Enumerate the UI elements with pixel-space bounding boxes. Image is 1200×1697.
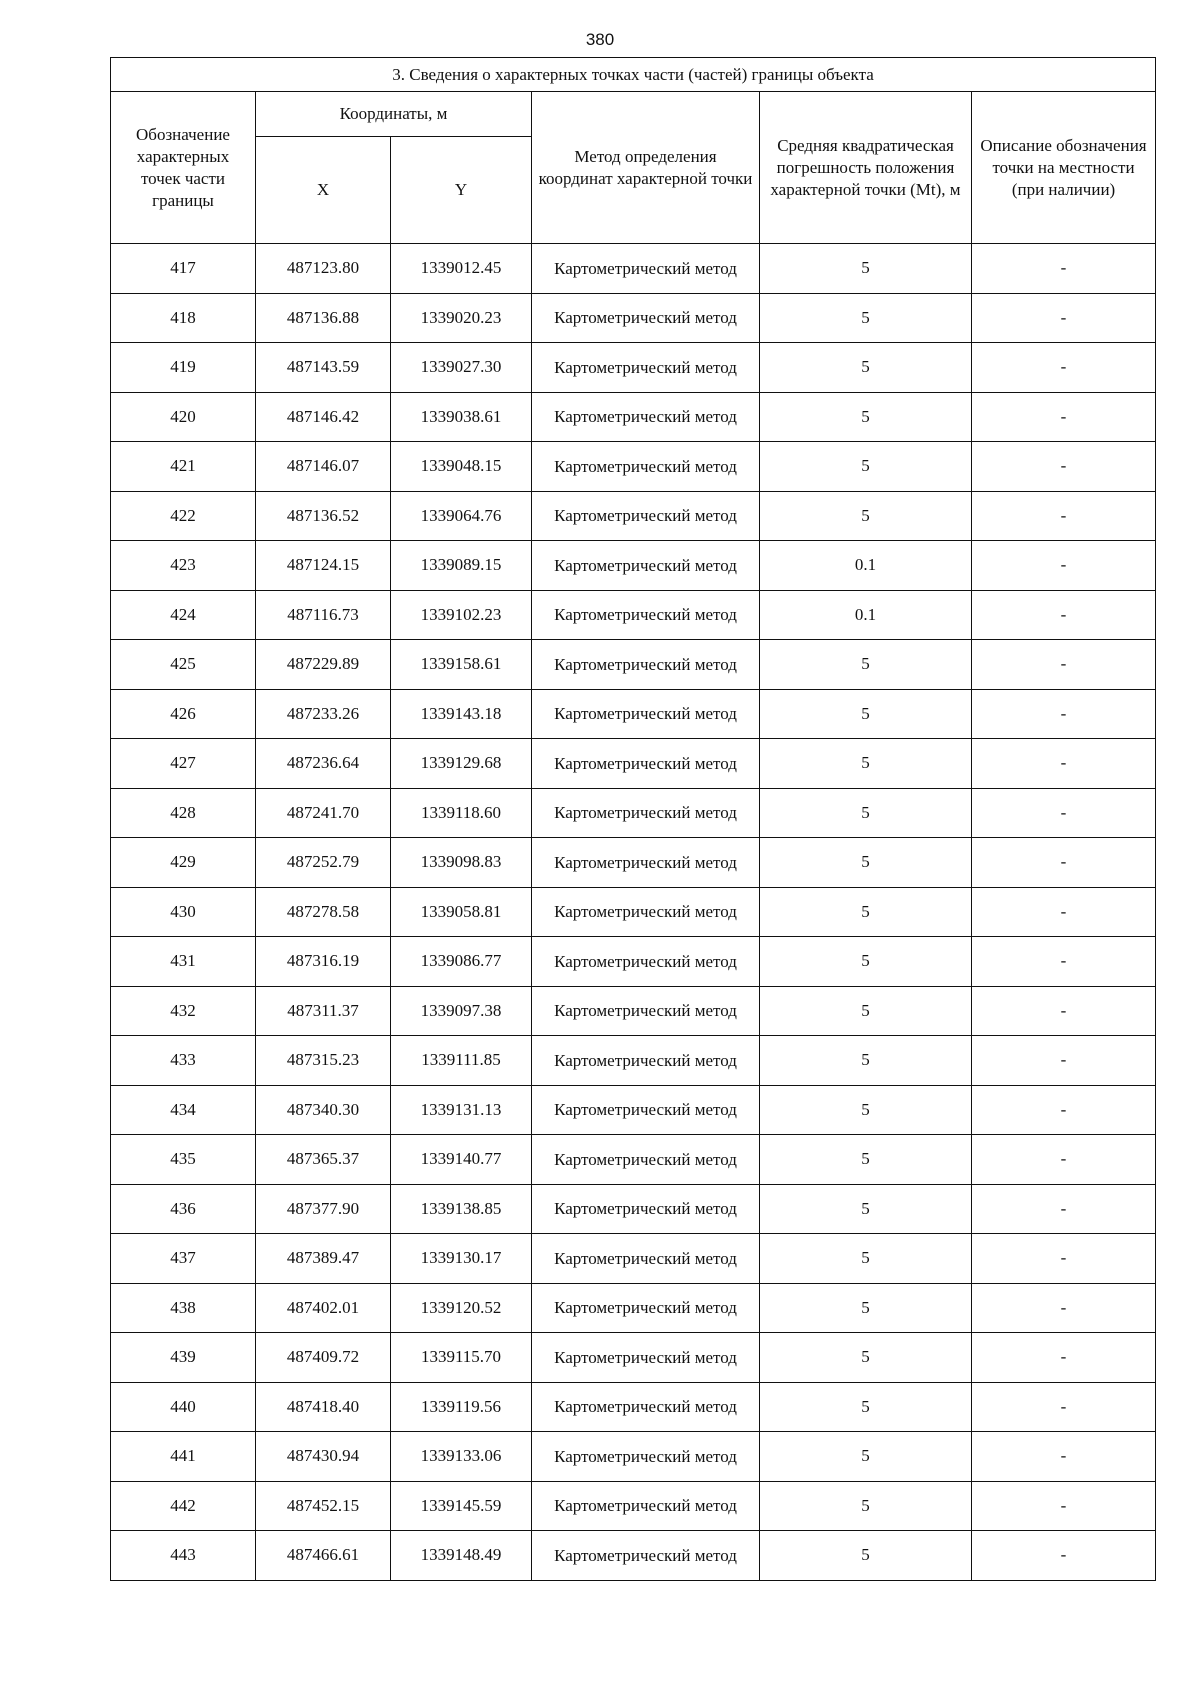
cell-method: Картометрический метод	[532, 640, 760, 690]
cell-x: 487452.15	[256, 1481, 391, 1531]
cell-point-id: 422	[111, 491, 256, 541]
cell-point-id: 435	[111, 1135, 256, 1185]
cell-y: 1339048.15	[391, 442, 532, 492]
cell-y: 1339131.13	[391, 1085, 532, 1135]
cell-description: -	[972, 1481, 1156, 1531]
cell-point-id: 433	[111, 1036, 256, 1086]
cell-method: Картометрический метод	[532, 1481, 760, 1531]
table-row	[111, 244, 1156, 294]
cell-y: 1339133.06	[391, 1432, 532, 1482]
cell-description: -	[972, 689, 1156, 739]
cell-method: Картометрический метод	[532, 293, 760, 343]
cell-method: Картометрический метод	[532, 392, 760, 442]
cell-point-id: 436	[111, 1184, 256, 1234]
page-number: 380	[585, 30, 615, 49]
cell-error: 5	[760, 838, 972, 888]
cell-error: 5	[760, 442, 972, 492]
cell-y: 1339038.61	[391, 392, 532, 442]
cell-error: 5	[760, 1184, 972, 1234]
header-y: Y	[391, 137, 532, 244]
cell-description: -	[972, 1432, 1156, 1482]
table-row	[111, 590, 1156, 640]
cell-description: -	[972, 541, 1156, 591]
cell-y: 1339111.85	[391, 1036, 532, 1086]
cell-error: 5	[760, 1135, 972, 1185]
cell-y: 1339097.38	[391, 986, 532, 1036]
cell-point-id: 434	[111, 1085, 256, 1135]
cell-description: -	[972, 491, 1156, 541]
cell-method: Картометрический метод	[532, 887, 760, 937]
cell-description: -	[972, 244, 1156, 294]
header-x: X	[256, 137, 391, 244]
cell-x: 487123.80	[256, 244, 391, 294]
table-row	[111, 343, 1156, 393]
cell-description: -	[972, 1234, 1156, 1284]
cell-method: Картометрический метод	[532, 739, 760, 789]
cell-method: Картометрический метод	[532, 689, 760, 739]
cell-point-id: 439	[111, 1333, 256, 1383]
cell-description: -	[972, 1382, 1156, 1432]
cell-error: 5	[760, 392, 972, 442]
cell-method: Картометрический метод	[532, 343, 760, 393]
cell-error: 5	[760, 689, 972, 739]
cell-x: 487236.64	[256, 739, 391, 789]
cell-x: 487365.37	[256, 1135, 391, 1185]
header-method: Метод определения координат характерной точки	[532, 92, 760, 244]
cell-y: 1339129.68	[391, 739, 532, 789]
header-error: Средняя квадратическая погрешность положения характерной точки (Mt), м	[760, 92, 972, 244]
cell-error: 5	[760, 1432, 972, 1482]
cell-x: 487402.01	[256, 1283, 391, 1333]
cell-description: -	[972, 838, 1156, 888]
cell-x: 487389.47	[256, 1234, 391, 1284]
cell-x: 487143.59	[256, 343, 391, 393]
table-row	[111, 1531, 1156, 1581]
table-row	[111, 739, 1156, 789]
cell-error: 5	[760, 293, 972, 343]
cell-y: 1339086.77	[391, 937, 532, 987]
cell-method: Картометрический метод	[532, 838, 760, 888]
cell-x: 487430.94	[256, 1432, 391, 1482]
table-row	[111, 986, 1156, 1036]
cell-x: 487409.72	[256, 1333, 391, 1383]
cell-y: 1339115.70	[391, 1333, 532, 1383]
cell-method: Картометрический метод	[532, 442, 760, 492]
cell-method: Картометрический метод	[532, 937, 760, 987]
cell-error: 5	[760, 1283, 972, 1333]
cell-y: 1339098.83	[391, 838, 532, 888]
cell-error: 5	[760, 739, 972, 789]
table-row	[111, 1135, 1156, 1185]
cell-error: 5	[760, 343, 972, 393]
cell-point-id: 431	[111, 937, 256, 987]
cell-point-id: 438	[111, 1283, 256, 1333]
cell-y: 1339064.76	[391, 491, 532, 541]
cell-description: -	[972, 1085, 1156, 1135]
cell-description: -	[972, 986, 1156, 1036]
cell-description: -	[972, 937, 1156, 987]
cell-description: -	[972, 1036, 1156, 1086]
cell-x: 487316.19	[256, 937, 391, 987]
table-row	[111, 689, 1156, 739]
table-row	[111, 442, 1156, 492]
cell-x: 487466.61	[256, 1531, 391, 1581]
table-title: 3. Сведения о характерных точках части (частей) границы объекта	[111, 58, 1156, 92]
cell-description: -	[972, 788, 1156, 838]
cell-method: Картометрический метод	[532, 788, 760, 838]
cell-x: 487146.42	[256, 392, 391, 442]
table-row	[111, 392, 1156, 442]
cell-description: -	[972, 442, 1156, 492]
cell-point-id: 427	[111, 739, 256, 789]
cell-description: -	[972, 392, 1156, 442]
cell-error: 5	[760, 1531, 972, 1581]
boundary-points-table	[110, 57, 1156, 1581]
cell-method: Картометрический метод	[532, 1234, 760, 1284]
cell-description: -	[972, 1184, 1156, 1234]
cell-method: Картометрический метод	[532, 1333, 760, 1383]
cell-point-id: 426	[111, 689, 256, 739]
cell-error: 0.1	[760, 541, 972, 591]
cell-point-id: 420	[111, 392, 256, 442]
header-designation: Обозначение характерных точек части границы	[111, 92, 256, 244]
cell-x: 487311.37	[256, 986, 391, 1036]
table-row	[111, 541, 1156, 591]
table-body	[111, 244, 1156, 1581]
cell-error: 5	[760, 1036, 972, 1086]
cell-description: -	[972, 590, 1156, 640]
table-row	[111, 887, 1156, 937]
cell-description: -	[972, 640, 1156, 690]
cell-point-id: 428	[111, 788, 256, 838]
table-row	[111, 937, 1156, 987]
cell-x: 487241.70	[256, 788, 391, 838]
cell-y: 1339119.56	[391, 1382, 532, 1432]
table-row	[111, 788, 1156, 838]
table-row	[111, 1382, 1156, 1432]
cell-point-id: 432	[111, 986, 256, 1036]
cell-description: -	[972, 1531, 1156, 1581]
cell-x: 487278.58	[256, 887, 391, 937]
cell-method: Картометрический метод	[532, 1135, 760, 1185]
cell-error: 5	[760, 1333, 972, 1383]
cell-error: 5	[760, 937, 972, 987]
cell-point-id: 429	[111, 838, 256, 888]
cell-y: 1339118.60	[391, 788, 532, 838]
table-row	[111, 1333, 1156, 1383]
cell-point-id: 425	[111, 640, 256, 690]
cell-method: Картометрический метод	[532, 244, 760, 294]
cell-y: 1339143.18	[391, 689, 532, 739]
cell-description: -	[972, 1283, 1156, 1333]
cell-x: 487146.07	[256, 442, 391, 492]
cell-y: 1339102.23	[391, 590, 532, 640]
cell-description: -	[972, 293, 1156, 343]
cell-y: 1339148.49	[391, 1531, 532, 1581]
table-row	[111, 1184, 1156, 1234]
table-row	[111, 1432, 1156, 1482]
table-row	[111, 1234, 1156, 1284]
table-row	[111, 1085, 1156, 1135]
cell-method: Картометрический метод	[532, 491, 760, 541]
cell-method: Картометрический метод	[532, 590, 760, 640]
cell-method: Картометрический метод	[532, 1432, 760, 1482]
cell-y: 1339158.61	[391, 640, 532, 690]
table-row	[111, 1036, 1156, 1086]
cell-x: 487136.52	[256, 491, 391, 541]
cell-method: Картометрический метод	[532, 986, 760, 1036]
table-row	[111, 838, 1156, 888]
cell-method: Картометрический метод	[532, 1531, 760, 1581]
cell-y: 1339058.81	[391, 887, 532, 937]
cell-method: Картометрический метод	[532, 1283, 760, 1333]
cell-method: Картометрический метод	[532, 1036, 760, 1086]
cell-x: 487229.89	[256, 640, 391, 690]
cell-description: -	[972, 343, 1156, 393]
cell-x: 487418.40	[256, 1382, 391, 1432]
cell-error: 5	[760, 491, 972, 541]
cell-x: 487124.15	[256, 541, 391, 591]
cell-point-id: 421	[111, 442, 256, 492]
cell-description: -	[972, 887, 1156, 937]
header-description: Описание обозначения точки на местности (при наличии)	[972, 92, 1156, 244]
cell-error: 5	[760, 887, 972, 937]
cell-x: 487252.79	[256, 838, 391, 888]
cell-method: Картометрический метод	[532, 541, 760, 591]
cell-error: 5	[760, 986, 972, 1036]
cell-x: 487340.30	[256, 1085, 391, 1135]
cell-error: 5	[760, 1085, 972, 1135]
table-row	[111, 1283, 1156, 1333]
cell-method: Картометрический метод	[532, 1085, 760, 1135]
table-row	[111, 640, 1156, 690]
cell-point-id: 419	[111, 343, 256, 393]
cell-method: Картометрический метод	[532, 1382, 760, 1432]
cell-description: -	[972, 1135, 1156, 1185]
cell-y: 1339020.23	[391, 293, 532, 343]
table-row	[111, 491, 1156, 541]
cell-description: -	[972, 739, 1156, 789]
cell-x: 487136.88	[256, 293, 391, 343]
cell-x: 487315.23	[256, 1036, 391, 1086]
cell-point-id: 424	[111, 590, 256, 640]
cell-error: 5	[760, 1234, 972, 1284]
cell-error: 5	[760, 1481, 972, 1531]
cell-x: 487377.90	[256, 1184, 391, 1234]
cell-error: 5	[760, 640, 972, 690]
cell-y: 1339140.77	[391, 1135, 532, 1185]
cell-y: 1339027.30	[391, 343, 532, 393]
cell-point-id: 440	[111, 1382, 256, 1432]
cell-error: 5	[760, 1382, 972, 1432]
cell-y: 1339145.59	[391, 1481, 532, 1531]
cell-point-id: 423	[111, 541, 256, 591]
cell-method: Картометрический метод	[532, 1184, 760, 1234]
cell-x: 487233.26	[256, 689, 391, 739]
cell-y: 1339120.52	[391, 1283, 532, 1333]
cell-point-id: 441	[111, 1432, 256, 1482]
cell-point-id: 417	[111, 244, 256, 294]
cell-error: 5	[760, 244, 972, 294]
cell-y: 1339089.15	[391, 541, 532, 591]
header-coordinates: Координаты, м	[256, 92, 532, 137]
cell-point-id: 437	[111, 1234, 256, 1284]
cell-point-id: 430	[111, 887, 256, 937]
cell-description: -	[972, 1333, 1156, 1383]
cell-error: 0.1	[760, 590, 972, 640]
cell-x: 487116.73	[256, 590, 391, 640]
cell-y: 1339012.45	[391, 244, 532, 294]
table-row	[111, 293, 1156, 343]
cell-point-id: 442	[111, 1481, 256, 1531]
cell-point-id: 443	[111, 1531, 256, 1581]
table-row	[111, 1481, 1156, 1531]
cell-point-id: 418	[111, 293, 256, 343]
cell-y: 1339138.85	[391, 1184, 532, 1234]
cell-y: 1339130.17	[391, 1234, 532, 1284]
cell-error: 5	[760, 788, 972, 838]
